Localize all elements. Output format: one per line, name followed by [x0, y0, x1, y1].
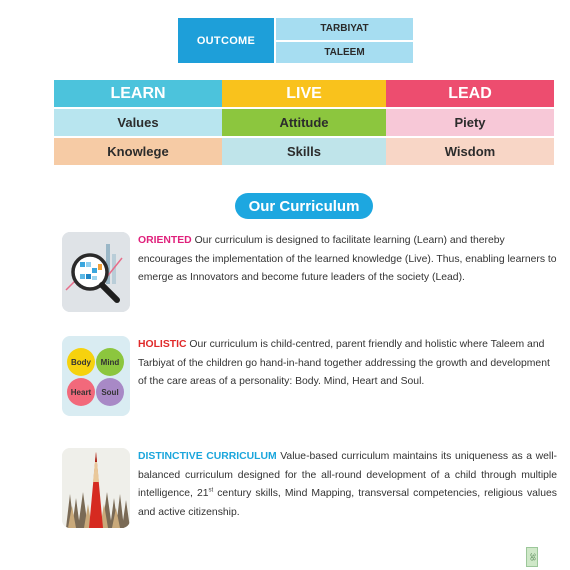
section-oriented: [62, 232, 557, 312]
quadrant-mind: Mind: [96, 348, 124, 376]
analytics-magnifier-image: [62, 232, 130, 312]
section-distinctive-body-b: century skills, Mind Mapping, transversal competencies, religious values and active citizenship.: [138, 488, 557, 518]
cell-piety: Piety: [386, 109, 554, 136]
section-oriented-body: Our curriculum is designed to facilitate learning (Learn) and thereby encourages the implementation of the learned knowledge (Live). Thus, enabling learners to emerge as Innovators and become future leaders of the society (Lead).: [138, 235, 557, 283]
section-oriented-text: [138, 232, 557, 312]
cell-attitude: Attitude: [222, 109, 386, 136]
cell-wisdom: Wisdom: [386, 138, 554, 165]
red-pencil-standout-image: [62, 448, 130, 528]
learn-live-lead-table: [54, 80, 554, 165]
section-distinctive-text: [138, 448, 557, 528]
header-lead: LEAD: [386, 80, 554, 107]
section-oriented-lead: ORIENTED: [138, 235, 192, 246]
outcome-item-taleem: TALEEM: [276, 42, 413, 64]
curriculum-title: Our Curriculum: [235, 193, 373, 219]
section-holistic-lead: HOLISTIC: [138, 339, 187, 350]
outcome-item-tarbiyat: TARBIYAT: [276, 18, 413, 40]
section-distinctive-lead: DISTINCTIVE CURRICULUM: [138, 451, 277, 462]
section-holistic-text: [138, 336, 557, 416]
section-distinctive-body-a: Value-based curriculum maintains its uniqueness as a well-balanced curriculum designed for the all-round development of a child through multiple intelligence, 21: [138, 451, 557, 499]
magnifier-chart-icon: [62, 232, 130, 312]
cell-values: Values: [54, 109, 222, 136]
header-learn: LEARN: [54, 80, 222, 107]
header-live: LIVE: [222, 80, 386, 107]
section-holistic-body: Our curriculum is child-centred, parent friendly and holistic where Taleem and Tarbiyat of the children go hand-in-hand together addressing the growth and development of the care areas of a personality: Body. Mind, Heart and Soul.: [138, 339, 550, 387]
section-distinctive: [62, 448, 557, 528]
outcome-items: [276, 18, 413, 63]
section-distinctive-sup: st: [208, 487, 214, 494]
page-number: 38: [526, 547, 538, 567]
quadrant-body: Body: [67, 348, 95, 376]
outcome-label: OUTCOME: [178, 18, 274, 63]
quadrant-heart: Heart: [67, 378, 95, 406]
cell-knowlege: Knowlege: [54, 138, 222, 165]
pencils-icon: [62, 448, 130, 528]
section-holistic: [62, 336, 557, 416]
body-mind-heart-soul-image: [62, 336, 130, 416]
outcome-table: [178, 18, 413, 63]
quadrant-soul: Soul: [96, 378, 124, 406]
cell-skills: Skills: [222, 138, 386, 165]
